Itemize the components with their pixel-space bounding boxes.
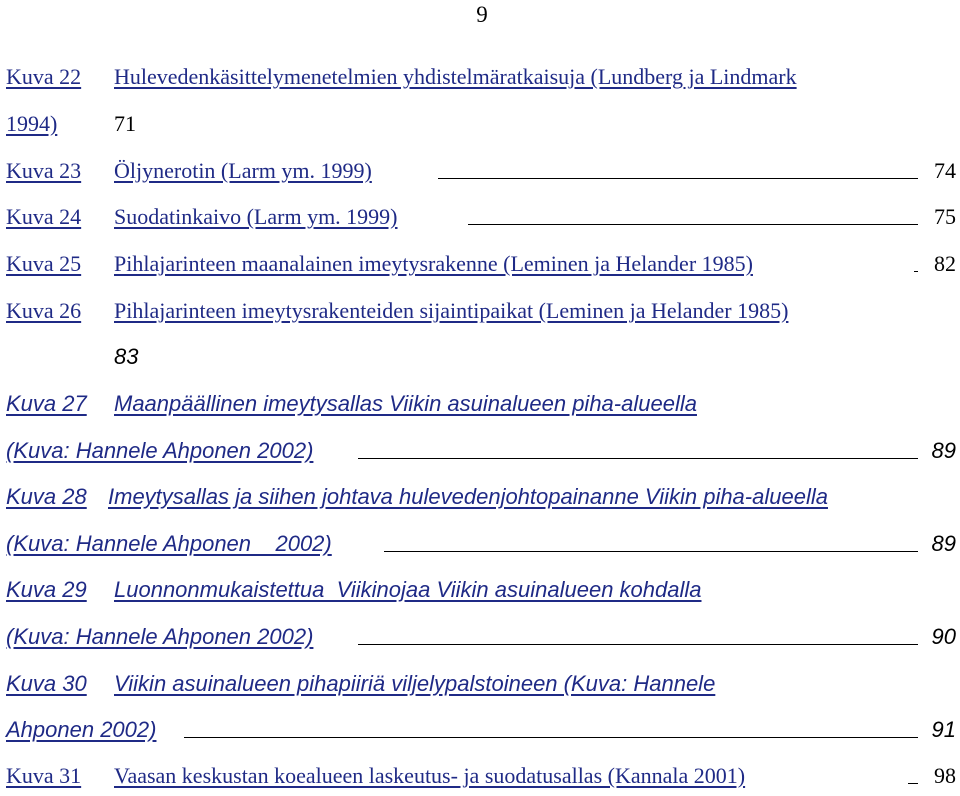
page-ref: 98 bbox=[934, 763, 956, 788]
toc-entry-kuva-30[interactable] bbox=[6, 670, 956, 702]
page-ref: 90 bbox=[931, 624, 956, 649]
leader-line bbox=[468, 224, 918, 225]
leader-line bbox=[438, 178, 918, 179]
toc-entry-kuva-26-cont bbox=[6, 343, 956, 375]
figure-title-continued[interactable]: 1994) bbox=[6, 111, 58, 136]
figure-title[interactable]: Vaasan keskustan koealueen laskeutus- ja suodatusallas (Kannala 2001) bbox=[114, 763, 746, 788]
toc-entry-kuva-24[interactable] bbox=[6, 203, 956, 235]
figure-title-continued[interactable]: Ahponen 2002) bbox=[6, 717, 157, 742]
figure-label[interactable]: Kuva 26 bbox=[6, 298, 82, 323]
figure-title[interactable]: Imeytysallas ja siihen johtava hulevedenjohtopainanne Viikin piha-alueella bbox=[108, 484, 828, 509]
figure-title[interactable]: Luonnonmukaistettua Viikinojaa Viikin asuinalueen kohdalla bbox=[114, 577, 702, 602]
figure-title[interactable]: Suodatinkaivo (Larm ym. 1999) bbox=[114, 204, 398, 229]
figure-title-continued[interactable]: (Kuva: Hannele Ahponen 2002) bbox=[6, 531, 332, 556]
figure-title-continued[interactable]: (Kuva: Hannele Ahponen 2002) bbox=[6, 438, 314, 463]
page-ref: 71 bbox=[114, 111, 136, 136]
page-ref: 82 bbox=[934, 251, 956, 276]
leader-line bbox=[914, 271, 918, 272]
toc-entry-kuva-23[interactable] bbox=[6, 157, 956, 189]
figure-label[interactable]: Kuva 22 bbox=[6, 64, 82, 89]
page-ref: 74 bbox=[934, 158, 956, 183]
figure-label[interactable]: Kuva 31 bbox=[6, 763, 82, 788]
toc-entry-kuva-22[interactable] bbox=[6, 63, 956, 95]
page-ref: 89 bbox=[931, 531, 956, 556]
figure-title-continued[interactable]: (Kuva: Hannele Ahponen 2002) bbox=[6, 624, 314, 649]
toc-entry-kuva-30-cont[interactable] bbox=[6, 716, 956, 748]
figure-title[interactable]: Hulevedenkäsittelymenetelmien yhdistelmäratkaisuja (Lundberg ja Lindmark bbox=[114, 64, 797, 89]
toc-entry-kuva-27[interactable] bbox=[6, 390, 956, 422]
figure-title[interactable]: Pihlajarinteen maanalainen imeytysrakenne (Leminen ja Helander 1985) bbox=[114, 251, 753, 276]
toc-entry-kuva-27-cont[interactable] bbox=[6, 437, 956, 469]
page-ref: 89 bbox=[931, 438, 956, 463]
toc-entry-kuva-29[interactable] bbox=[6, 576, 956, 608]
figure-label[interactable]: Kuva 24 bbox=[6, 204, 82, 229]
leader-line bbox=[184, 737, 918, 738]
figure-label[interactable]: Kuva 25 bbox=[6, 251, 82, 276]
figure-title[interactable]: Pihlajarinteen imeytysrakenteiden sijaintipaikat (Leminen ja Helander 1985) bbox=[114, 298, 789, 323]
page-ref: 75 bbox=[934, 204, 956, 229]
toc-entry-kuva-31[interactable] bbox=[6, 762, 956, 794]
figure-label[interactable]: Kuva 27 bbox=[6, 391, 87, 416]
toc-entry-kuva-25[interactable] bbox=[6, 250, 956, 282]
leader-line bbox=[908, 783, 918, 784]
toc-entry-kuva-28-cont[interactable] bbox=[6, 530, 956, 562]
leader-line bbox=[358, 644, 918, 645]
toc-entry-kuva-26[interactable] bbox=[6, 297, 956, 329]
figure-label[interactable]: Kuva 28 bbox=[6, 484, 87, 509]
page-ref: 91 bbox=[931, 717, 956, 742]
figure-title[interactable]: Viikin asuinalueen pihapiiriä viljelypalstoineen (Kuva: Hannele bbox=[114, 671, 716, 696]
figure-label[interactable]: Kuva 30 bbox=[6, 671, 87, 696]
figure-label[interactable]: Kuva 23 bbox=[6, 158, 82, 183]
toc-entry-kuva-29-cont[interactable] bbox=[6, 623, 956, 655]
page-ref: 83 bbox=[114, 344, 139, 369]
toc-entry-kuva-28[interactable] bbox=[6, 483, 956, 515]
figure-title[interactable]: Maanpäällinen imeytysallas Viikin asuinalueen piha-alueella bbox=[114, 391, 697, 416]
figure-title[interactable]: Öljynerotin (Larm ym. 1999) bbox=[114, 158, 372, 183]
leader-line bbox=[358, 458, 918, 459]
leader-line bbox=[384, 551, 918, 552]
page-number: 9 bbox=[476, 2, 488, 27]
toc-entry-kuva-22-cont[interactable] bbox=[6, 110, 956, 142]
figure-label[interactable]: Kuva 29 bbox=[6, 577, 87, 602]
